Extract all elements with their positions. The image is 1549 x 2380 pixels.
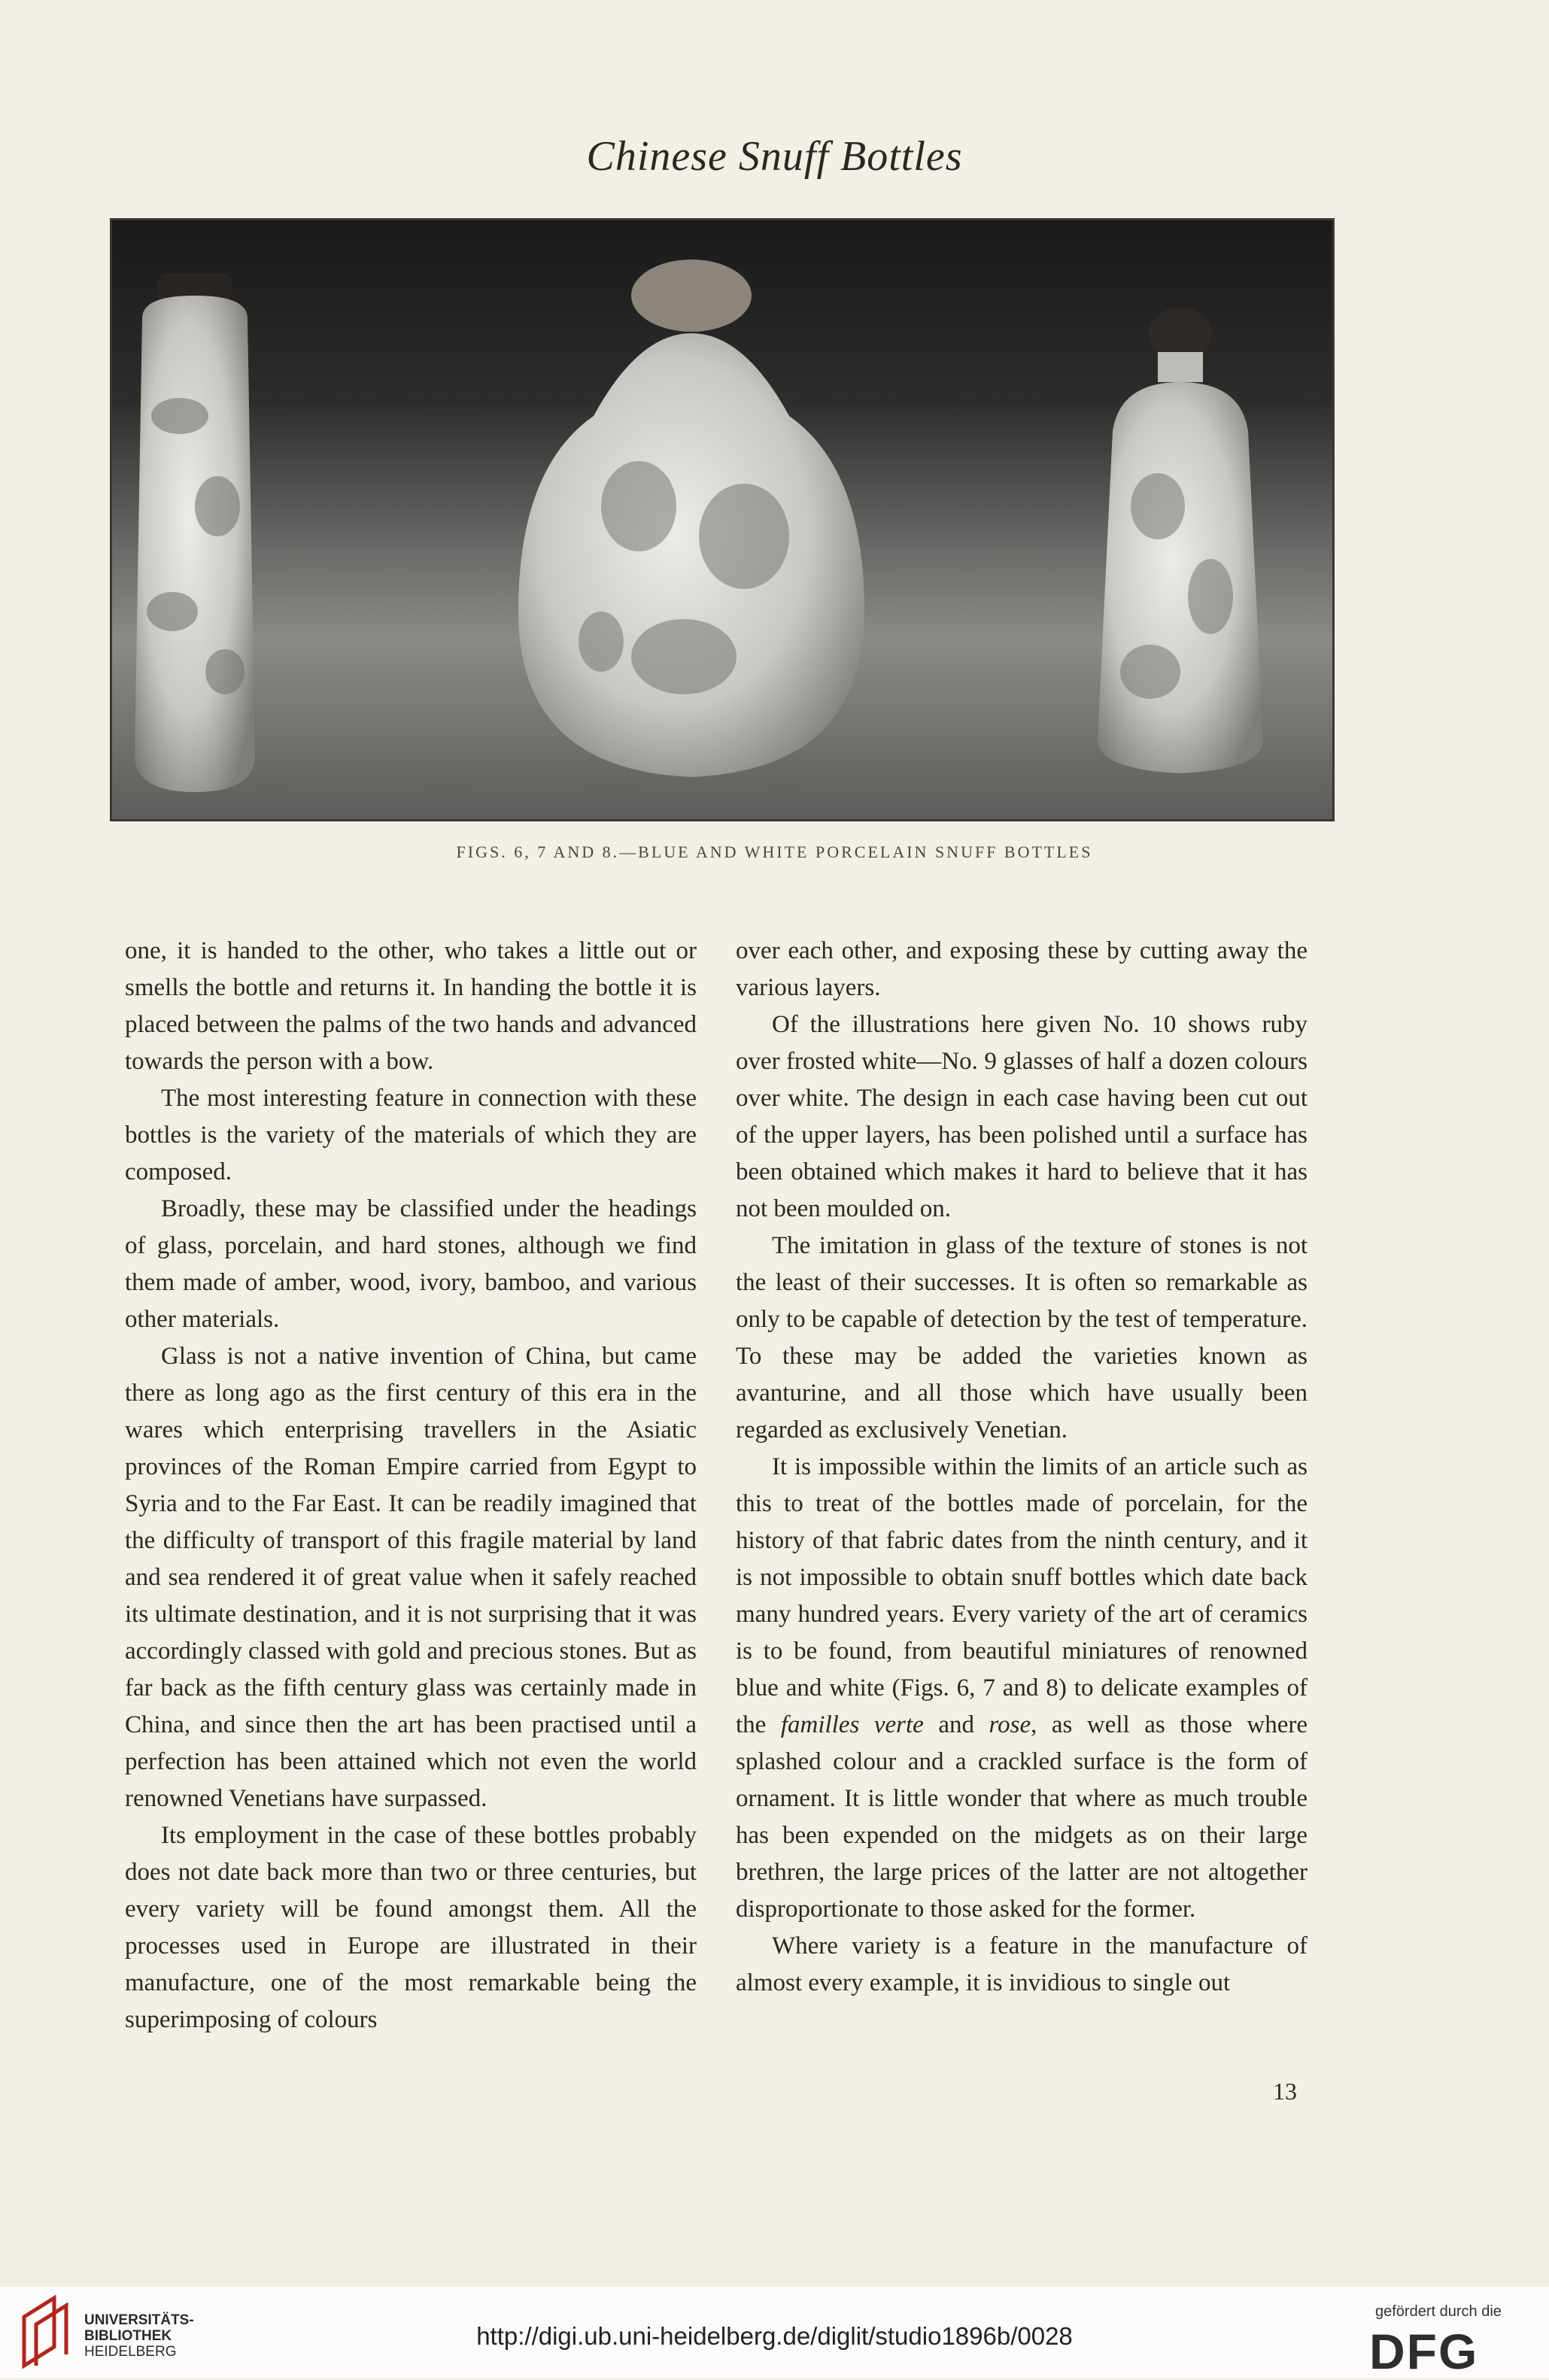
paragraph: Where variety is a feature in the manufacture of almost every example, it is invidious to single out — [736, 1932, 1308, 1996]
bottle-middle — [518, 260, 864, 777]
figure-caption: FIGS. 6, 7 AND 8.—BLUE AND WHITE PORCELAIN SNUFF BOTTLES — [456, 842, 1093, 861]
right-column — [736, 933, 1308, 2002]
digital-object-link[interactable]: http://digi.ub.uni-heidelberg.de/diglit/studio1896b/0028 — [476, 2322, 1073, 2350]
paragraph: Of the illustrations here given No. 10 shows ruby over frosted white—No. 9 glasses of half a dozen colours over white. The design in each case having been cut out of the upper layers, has been polished until a surface has been obtained which makes it hard to believe that it has not been moulded on. — [736, 1011, 1308, 1222]
bottle-right — [1098, 308, 1263, 773]
dfg-logo: DFG — [1369, 2324, 1479, 2379]
left-column — [125, 933, 697, 2038]
paragraph: It is impossible within the limits of an article such as this to treat of the bottles made of porcelain, for the history of that fabric dates from the ninth century, and it is not impossible to obtain snuff bottles which date back many hundred years. Every variety of the art of ceramics is to be found, from beautiful miniatures of renowned blue and white (Figs. 6, 7 and 8) to delicate examples of the familles verte and rose, as well as those where splashed colour and a crackled surface is the form of ornament. It is little wonder that where as much trouble has been expended on the midgets as on their large brethren, the large prices of the latter are not altogether disproportionate to those asked for the former. — [736, 1453, 1308, 1923]
paragraph: Glass is not a native invention of China, but came there as long ago as the first century of this era in the wares which enterprising travellers in the Asiatic provinces of the Roman Empire carried from Egypt to Syria and to the Far East. It can be readily imagined that the difficulty of transport of this fragile material by land and sea rendered it of great value when it safely reached its ultimate destination, and it is not surprising that it was accordingly classed with gold and precious stones. But as far back as the fifth century glass was certainly made in China, and since then the art has been practised until a perfection has been attained which not even the world renowned Venetians have surpassed. — [125, 1343, 697, 1812]
paragraph: Broadly, these may be classified under the headings of glass, porcelain, and hard stones, although we find them made of amber, wood, ivory, bamboo, and various other materials. — [125, 1195, 697, 1333]
figure-photo — [110, 218, 1335, 821]
paragraph: over each other, and exposing these by cutting away the various layers. — [736, 937, 1308, 1001]
paragraph: The imitation in glass of the texture of stones is not the least of their successes. It is often so remarkable as only to be capable of detection by the test of temperature. To these may be added the varieties known as avanturine, and all those which have usually been regarded as exclusively Venetian. — [736, 1232, 1308, 1443]
library-name: UNIVERSITÄTS- BIBLIOTHEK HEIDELBERG — [84, 2312, 194, 2360]
paragraph: The most interesting feature in connection with these bottles is the variety of the materials of which they are composed. — [125, 1085, 697, 1185]
paragraph: Its employment in the case of these bottles probably does not date back more than two or three centuries, but every variety will be found amongst them. All the processes used in Europe are illustrated in their manufacture, one of the most remarkable being the superimposing of colours — [125, 1822, 697, 2033]
bottle-left — [135, 273, 255, 792]
page-title: Chinese Snuff Bottles — [586, 133, 963, 180]
italic-term: familles verte — [780, 1711, 924, 1738]
page-number: 13 — [1273, 2078, 1297, 2105]
paragraph: one, it is handed to the other, who takes a little out or smells the bottle and returns it. In handing the bottle it is placed between the palms of the two hands and advanced towards the person with a bow. — [125, 937, 697, 1075]
funder-label: gefördert durch die — [1375, 2303, 1502, 2320]
snuff-bottles-photo — [112, 220, 1332, 819]
italic-term: rose — [989, 1711, 1031, 1738]
